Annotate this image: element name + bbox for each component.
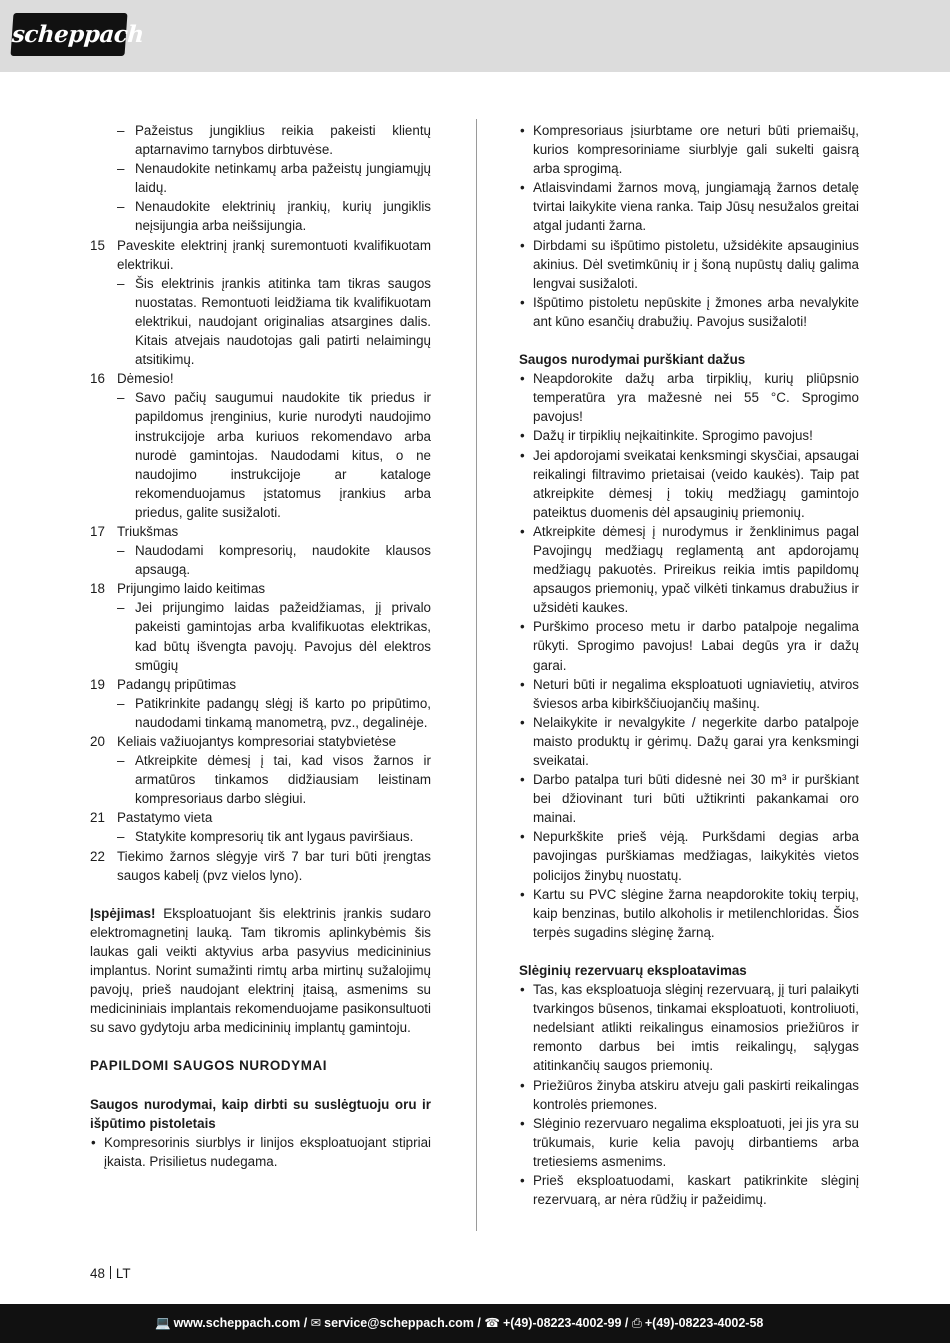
warning-label: Įspėjimas! bbox=[90, 905, 156, 921]
column-divider bbox=[476, 119, 477, 1231]
additional-safety-heading: PAPILDOMI SAUGOS NURODYMAI bbox=[90, 1058, 328, 1074]
item-15-dash: – Šis elektrinis įrankis atitinka tam tikras saugos nuostatas. Remontuoti leidžiama tik kvalifikuotam elektrikui, naudojant originalias atsargines dalis. Kitais atvejais naudotojas gali patirti nelaimingų atsitikimų. bbox=[90, 274, 431, 369]
item-19-dash: – Patikrinkite padangų slėgį iš karto po pripūtimo, naudodami tinkamą manometrą, pvz., degalinėje. bbox=[90, 694, 431, 732]
item-20-dash: – Atkreipkite dėmesį į tai, kad visos žarnos ir armatūros tinkamos didžiausiam leistinam kompresoriaus darbo slėgiui. bbox=[90, 751, 431, 808]
emf-warning-paragraph: Įspėjimas! Eksploatuojant šis elektrinis įrankis sudaro elektromagnetinį lauką. Tam tikromis aplinkybėmis šis laukas gali veikti aktyvius arba pasyvius medicininius implantus. Norint sumažinti rimtų arba mirtinų sužalojimų pavojų, prieš naudojant elektrinį įtaisą, asmenims su medicininiais implantais rekomenduojame pasikonsultuoti su savo gydytoju arba medicininių implantų gamintoju. bbox=[90, 905, 431, 1036]
paint-bullet-8: • Darbo patalpa turi būti didesnė nei 30 m³ ir purškiant bei džiovinant turi būti užtikrinti pakankamai oro mainai. bbox=[519, 770, 859, 827]
item14-dash-1: – Pažeistus jungiklius reikia pakeisti klientų aptarnavimo tarnybos dirbtuvėse. bbox=[90, 121, 431, 159]
item-16: 16 Dėmesio! bbox=[90, 371, 174, 387]
item-20: 20 Keliais važiuojantys kompresoriai statybvietėse bbox=[90, 734, 397, 749]
tank-bullet-1: • Tas, kas eksploatuoja slėginį rezervuarą, jį turi palaikyti tvarkingos būsenos, tinkamai eksploatuoti, kontroliuoti, nedelsiant atlikti reikalingus einamosios priežiūros ir remonto darbus bei imtis reikalingų, sąlygas atitinkančių saugos priemonių. bbox=[519, 980, 859, 1075]
phone-icon: ☎ bbox=[484, 1316, 500, 1330]
blowgun-bullet-4: • Dirbdami su išpūtimo pistoletu, užsidėkite apsauginius akinius. Dėl svetimkūnių ir į šoną nupūstų dalių galima lengvai susižaloti. bbox=[519, 236, 859, 293]
fax-number: +(49)-08223-4002-58 bbox=[644, 1316, 764, 1330]
item-21: 21 Pastatymo vieta bbox=[90, 810, 213, 826]
paint-bullet-4: • Atkreipkite dėmesį į nurodymus ir ženklinimus pagal Pavojingų medžiagų reglamentą ant apdorojamų medžiagų pakuotės. Prireikus reikia imtis papildomų apsaugos priemonių, ypač vilkėti tinkamus drabužius ir užsidėti kaukes. bbox=[519, 522, 859, 617]
tank-bullet-4: • Prieš eksploatuodami, kaskart patikrinkite slėginį rezervuarą, ar nėra rūdžių ir pažeidimų. bbox=[519, 1171, 859, 1209]
blowgun-bullet-2: • Kompresoriaus įsiurbtame ore neturi būti priemaišų, kurios kompresoriniame siurblyje gali sukelti gaisrą arba sprogimą. bbox=[519, 121, 859, 178]
item-16-dash: – Savo pačių saugumui naudokite tik priedus ir papildomus įrenginius, kurie nurodyti naudojimo instrukcijoje arba kuriuos rekomendavo arba nurodė gamintojas. Naudodami kitus, o ne naudojimo instrukcijoje ar kataloge rekomenduojamus įstatomus įrankius arba priedus, galite susižaloti. bbox=[90, 388, 431, 522]
tank-bullet-3: • Slėginio rezervuaro negalima eksploatuoti, jei jis yra su trūkumais, kurie kelia pavojų dirbantiems arba tretiesiems asmenims. bbox=[519, 1114, 859, 1171]
page-number: 48 LT bbox=[90, 1266, 131, 1281]
email-link[interactable]: service@scheppach.com / bbox=[324, 1316, 481, 1330]
item-19: 19 Padangų pripūtimas bbox=[90, 676, 237, 692]
item-15: 15 Paveskite elektrinį įrankį suremontuoti kvalifikuotam elektrikui. bbox=[90, 237, 431, 272]
right-column bbox=[519, 121, 859, 1209]
paint-bullet-2: • Dažų ir tirpiklių neįkaitinkite. Sprogimo pavojus! bbox=[519, 426, 859, 445]
header-band bbox=[0, 0, 950, 72]
mail-icon: ✉ bbox=[310, 1316, 322, 1330]
item-21-dash: – Statykite kompresorių tik ant lygaus paviršiaus. bbox=[90, 827, 431, 846]
pressure-tank-heading: Slėginių rezervuarų eksploatavimas bbox=[519, 962, 747, 978]
tank-bullet-2: • Priežiūros žinyba atskiru atveju gali paskirti reikalingas kontrolės priemones. bbox=[519, 1076, 859, 1114]
item-22: 22 Tiekimo žarnos slėgyje virš 7 bar turi būti įrengtas saugos kabelį (pvz vielos lyno). bbox=[90, 848, 431, 883]
paint-bullet-6: • Neturi būti ir negalima eksploatuoti ugniavietių, atviros šviesos arba kibirkščiuojančių mašinų. bbox=[519, 675, 859, 713]
monitor-icon: 💻 bbox=[155, 1316, 171, 1330]
left-column bbox=[90, 121, 431, 1171]
blowgun-safety-heading: Saugos nurodymai, kaip dirbti su suslėgtuoju oru ir išpūtimo pistoletais bbox=[90, 1096, 431, 1131]
blowgun-bullet-1: • Kompresorinis siurblys ir linijos eksploatuojant stipriai įkaista. Prisilietus nudegama. bbox=[90, 1133, 431, 1171]
paint-bullet-1: • Neapdorokite dažų arba tirpiklių, kurių pliūpsnio temperatūra yra mažesnė nei 55 °C. Sprogimo pavojus! bbox=[519, 369, 859, 426]
paint-bullet-10: • Kartu su PVC slėgine žarna neapdorokite tokių terpių, kaip benzinas, butilo alkoholis ir metilenchloridas. Šios terpės sugadins slėginę žarną. bbox=[519, 885, 859, 942]
paint-bullet-5: • Purškimo proceso metu ir darbo patalpoje negalima rūkyti. Sprogimo pavojus! Labai degūs yra ir dažų garai. bbox=[519, 617, 859, 674]
paint-bullet-9: • Nepurkškite prieš vėją. Purkšdami degias arba pavojingas purškiamas medžiagas, laikykitės vietos policijos žinybų nuostatų. bbox=[519, 827, 859, 884]
item14-dash-2: – Nenaudokite netinkamų arba pažeistų jungiamųjų laidų. bbox=[90, 159, 431, 197]
blowgun-bullet-5: • Išpūtimo pistoletu nepūskite į žmones arba nevalykite ant kūno esančių drabužių. Pavojus susižaloti! bbox=[519, 293, 859, 331]
scheppach-logo: scheppach bbox=[10, 13, 127, 56]
paint-bullet-3: • Jei apdorojami sveikatai kenksmingi skysčiai, apsaugai reikalingi filtravimo prietaisai (veido kaukės). Taip pat atkreipkite dėmesį į tokių medžiagų gamintojo pateiktus duomenis dėl apsauginių priemonių. bbox=[519, 446, 859, 522]
website-link[interactable]: www.scheppach.com / bbox=[173, 1316, 308, 1330]
item-17: 17 Triukšmas bbox=[90, 523, 179, 539]
blowgun-bullet-3: • Atlaisvindami žarnos movą, jungiamąją žarnos detalę tvirtai laikykite viena ranka. Taip Jūsų nesužalos greitai atgal judanti žarna. bbox=[519, 178, 859, 235]
item-18: 18 Prijungimo laido keitimas bbox=[90, 581, 266, 597]
paint-safety-heading: Saugos nurodymai purškiant dažus bbox=[519, 352, 746, 368]
paint-bullet-7: • Nelaikykite ir nevalgykite / negerkite darbo patalpoje maisto produktų ir gėrimų. Dažų garai yra kenksmingi sveikatai. bbox=[519, 713, 859, 770]
item-17-dash: – Naudodami kompresorių, naudokite klausos apsaugą. bbox=[90, 541, 431, 579]
item14-dash-3: – Nenaudokite elektrinių įrankių, kurių jungiklis neįsijungia arba neišsijungia. bbox=[90, 197, 431, 235]
footer-contact-band bbox=[0, 1304, 950, 1343]
phone-number: +(49)-08223-4002-99 / bbox=[502, 1316, 629, 1330]
fax-icon: ⎙ bbox=[631, 1316, 642, 1330]
item-18-dash: – Jei prijungimo laidas pažeidžiamas, jį privalo pakeisti gamintojas arba kvalifikuotas elektrikas, kad būtų išvengta pavojų. Pavojus dėl elektros smūgių bbox=[90, 598, 431, 674]
